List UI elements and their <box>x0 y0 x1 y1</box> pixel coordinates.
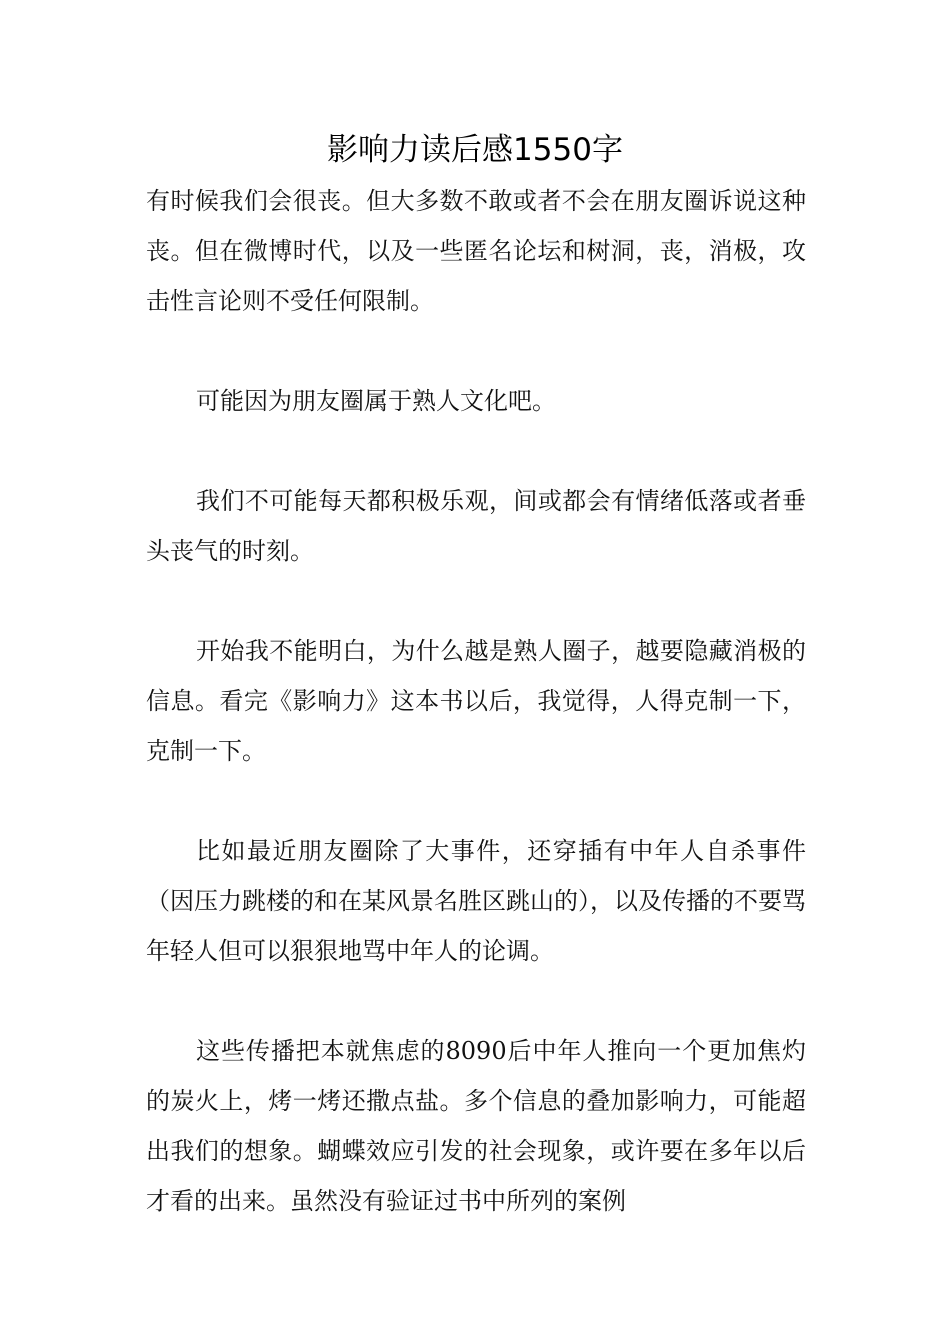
paragraph-1: 有时候我们会很丧。但大多数不敢或者不会在朋友圈诉说这种丧。但在微博时代，以及一些匿名论坛和树洞，丧，消极，攻击性言论则不受任何限制。 <box>146 187 806 315</box>
paragraph-6: 这些传播把本就焦虑的8090后中年人推向一个更加焦灼的炭火上，烤一烤还撒点盐。多个信息的叠加影响力，可能超出我们的想象。蝴蝶效应引发的社会现象，或许要在多年以后才看的出来。虽然没有验证过书中所列的案例 <box>146 1037 806 1215</box>
paragraph-3: 我们不可能每天都积极乐观，间或都会有情绪低落或者垂头丧气的时刻。 <box>146 487 806 565</box>
document-body <box>146 176 806 1226</box>
paragraph-5: 比如最近朋友圈除了大事件，还穿插有中年人自杀事件（因压力跳楼的和在某风景名胜区跳山的），以及传播的不要骂年轻人但可以狠狠地骂中年人的论调。 <box>146 837 806 965</box>
paragraph-4: 开始我不能明白，为什么越是熟人圈子，越要隐藏消极的信息。看完《影响力》这本书以后，我觉得，人得克制一下，克制一下。 <box>146 637 806 765</box>
document-title: 影响力读后感1550字 <box>327 132 623 168</box>
paragraph-2: 可能因为朋友圈属于熟人文化吧。 <box>196 387 556 415</box>
